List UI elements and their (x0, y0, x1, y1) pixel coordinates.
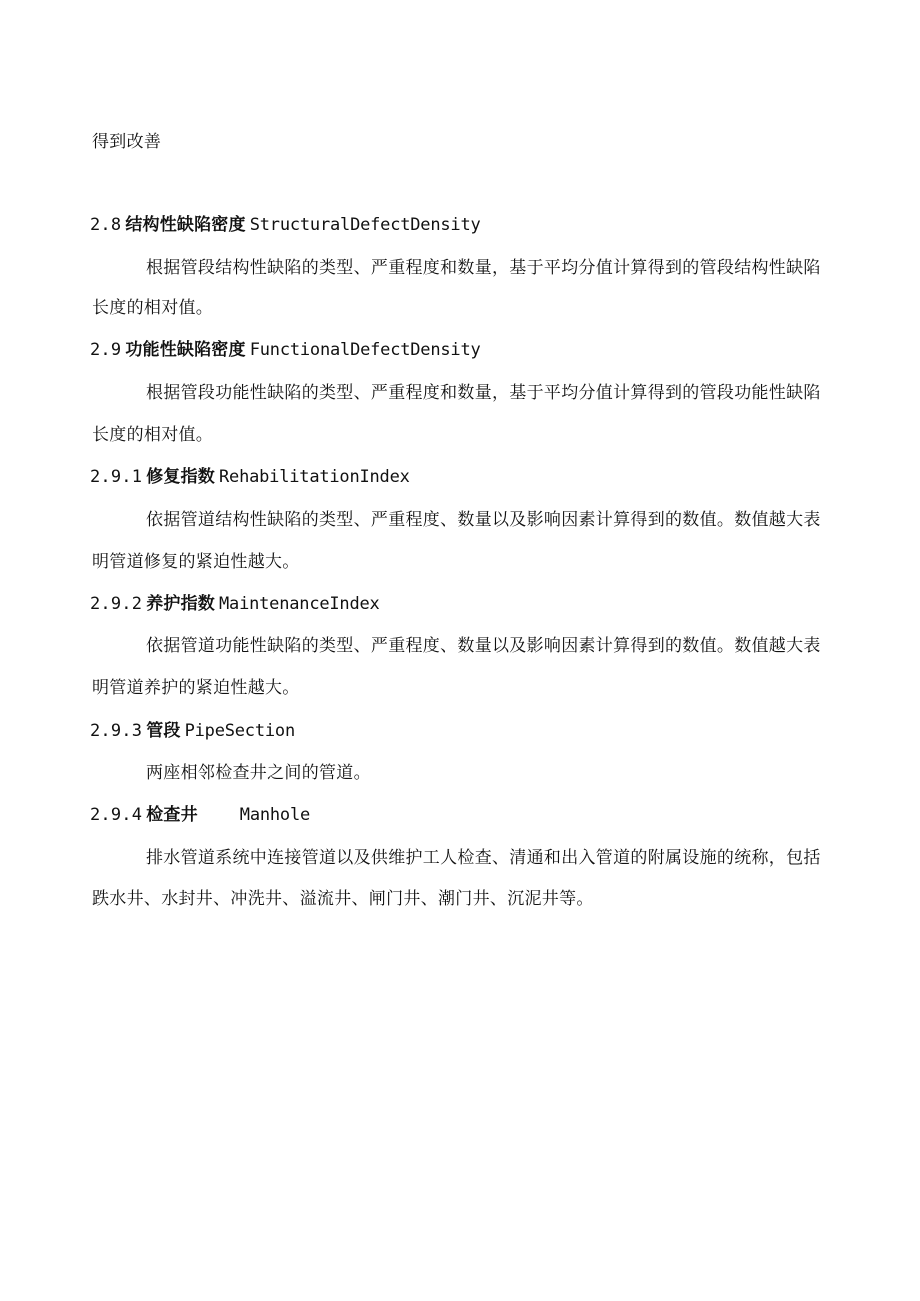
section-title-en: StructuralDefectDensity (249, 215, 481, 235)
section-body-line: 跌水井、水封井、冲洗井、溢流井、闸门井、潮门井、沉泥井等。 (92, 889, 594, 909)
section-body-line: 根据管段结构性缺陷的类型、严重程度和数量，基于平均分值计算得到的管段结构性缺陷 (146, 258, 821, 278)
section-heading-2-9 (90, 339, 481, 361)
section-heading-2-9-4 (90, 804, 310, 826)
section-title-en: FunctionalDefectDensity (249, 340, 481, 360)
section-title-en: Manhole (239, 805, 311, 825)
section-heading-2-9-3 (90, 720, 295, 742)
section-heading-2-8 (90, 214, 481, 236)
section-title-en: RehabilitationIndex (219, 467, 410, 487)
section-number: 2.9.2 (90, 594, 143, 614)
section-number: 2.9.3 (90, 721, 143, 741)
section-number: 2.9.1 (90, 467, 143, 487)
section-title-cn: 养护指数 (146, 594, 215, 614)
section-body-line: 两座相邻检查井之间的管道。 (146, 763, 371, 783)
section-title-cn: 管段 (146, 721, 181, 741)
section-number: 2.9.4 (90, 805, 143, 825)
section-heading-2-9-2 (90, 593, 380, 615)
section-number: 2.8 (90, 215, 122, 235)
section-title-en: PipeSection (184, 721, 295, 741)
section-title-cn: 修复指数 (146, 467, 215, 487)
section-title-cn: 结构性缺陷密度 (125, 215, 246, 235)
section-body-line: 根据管段功能性缺陷的类型、严重程度和数量，基于平均分值计算得到的管段功能性缺陷 (146, 383, 821, 403)
section-title-cn: 功能性缺陷密度 (125, 340, 246, 360)
section-title-en: MaintenanceIndex (219, 594, 380, 614)
intro-fragment: 得到改善 (92, 132, 162, 152)
section-body-line: 依据管道结构性缺陷的类型、严重程度、数量以及影响因素计算得到的数值。数值越大表 (146, 510, 821, 530)
section-heading-2-9-1 (90, 466, 410, 488)
section-body-line: 长度的相对值。 (92, 425, 214, 445)
section-title-cn: 检查井 (146, 805, 198, 825)
section-body-line: 依据管道功能性缺陷的类型、严重程度、数量以及影响因素计算得到的数值。数值越大表 (146, 636, 821, 656)
section-body-line: 排水管道系统中连接管道以及供维护工人检查、清通和出入管道的附属设施的统称，包括 (146, 848, 821, 868)
section-body-line: 明管道养护的紧迫性越大。 (92, 678, 300, 698)
section-body-line: 长度的相对值。 (92, 298, 214, 318)
section-number: 2.9 (90, 340, 122, 360)
section-body-line: 明管道修复的紧迫性越大。 (92, 552, 300, 572)
